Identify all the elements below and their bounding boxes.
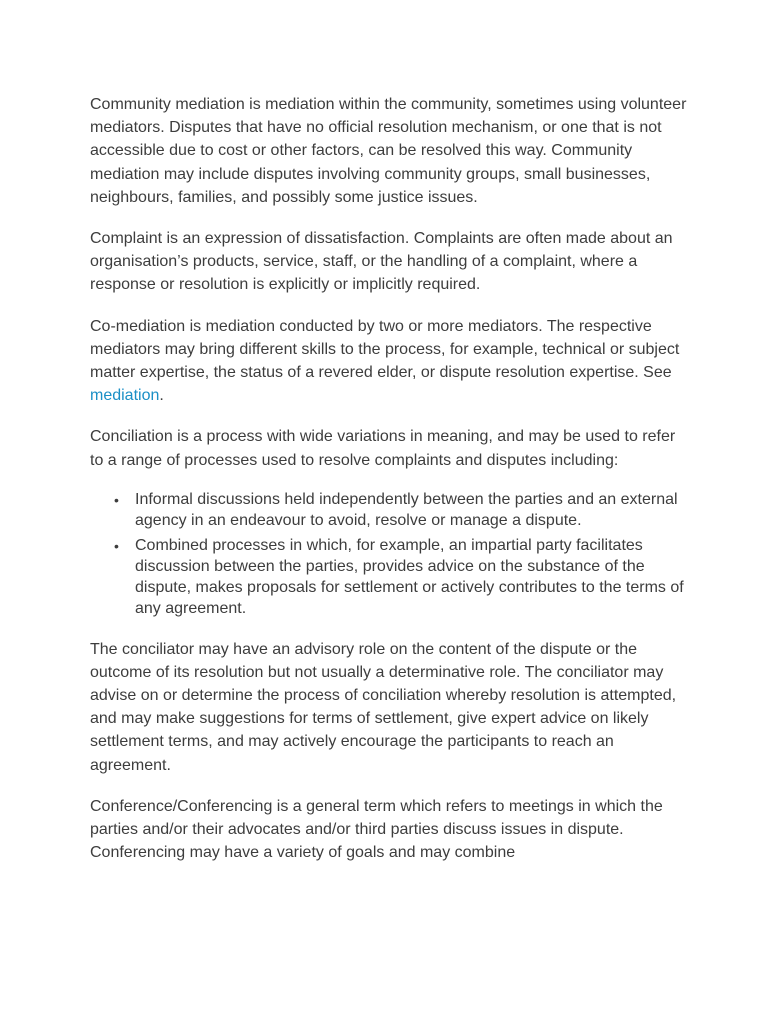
bullet-icon: • xyxy=(114,491,119,508)
conciliation-bullet-list xyxy=(90,490,690,620)
mediation-link[interactable]: mediation xyxy=(90,387,160,405)
co-mediation-text: Co-mediation is mediation conducted by two or more mediators. The respective mediators may bring different skills to the process, for example, technical or subject matter expertise, the status of a revered elder, or dispute resolution expertise. See xyxy=(90,317,680,382)
list-item xyxy=(114,536,690,619)
bullet-icon: • xyxy=(114,538,119,555)
paragraph-conciliation-intro: Conciliation is a process with wide variations in meaning, and may be used to refer to a range of processes used to resolve complaints and disputes including: xyxy=(90,428,676,469)
document-page xyxy=(90,93,690,882)
paragraph-community-mediation: Community mediation is mediation within the community, sometimes using volunteer mediators. Disputes that have no official resolution mechanism, or one that is not accessible due to cost or other factors, can be resolved this way. Community mediation may include disputes involving community groups, small businesses, neighbours, families, and possibly some justice issues. xyxy=(90,96,687,206)
list-item-text: Combined processes in which, for example, an impartial party facilitates discussion between the parties, provides advice on the substance of the dispute, makes proposals for settlement or actively contributes to the terms of any agreement. xyxy=(135,537,684,617)
list-item-text: Informal discussions held independently between the parties and an external agency in an endeavour to avoid, resolve or manage a dispute. xyxy=(135,490,678,529)
paragraph-complaint: Complaint is an expression of dissatisfaction. Complaints are often made about an organisation’s products, service, staff, or the handling of a complaint, where a response or resolution is explicitly or implicitly required. xyxy=(90,230,673,294)
list-item xyxy=(114,490,690,532)
paragraph-co-mediation xyxy=(90,315,690,408)
paragraph-conciliator-role: The conciliator may have an advisory role on the content of the dispute or the outcome of its resolution but not usually a determinative role. The conciliator may advise on or determine the process of conciliation whereby resolution is attempted, and may make suggestions for terms of settlement, give expert advice on likely settlement terms, and may actively encourage the participants to reach an agreement. xyxy=(90,640,677,774)
paragraph-conference: Conference/Conferencing is a general term which refers to meetings in which the parties and/or their advocates and/or third parties discuss issues in dispute. Conferencing may have a variety of goals and may combine xyxy=(90,797,663,862)
co-mediation-end: . xyxy=(159,387,164,405)
